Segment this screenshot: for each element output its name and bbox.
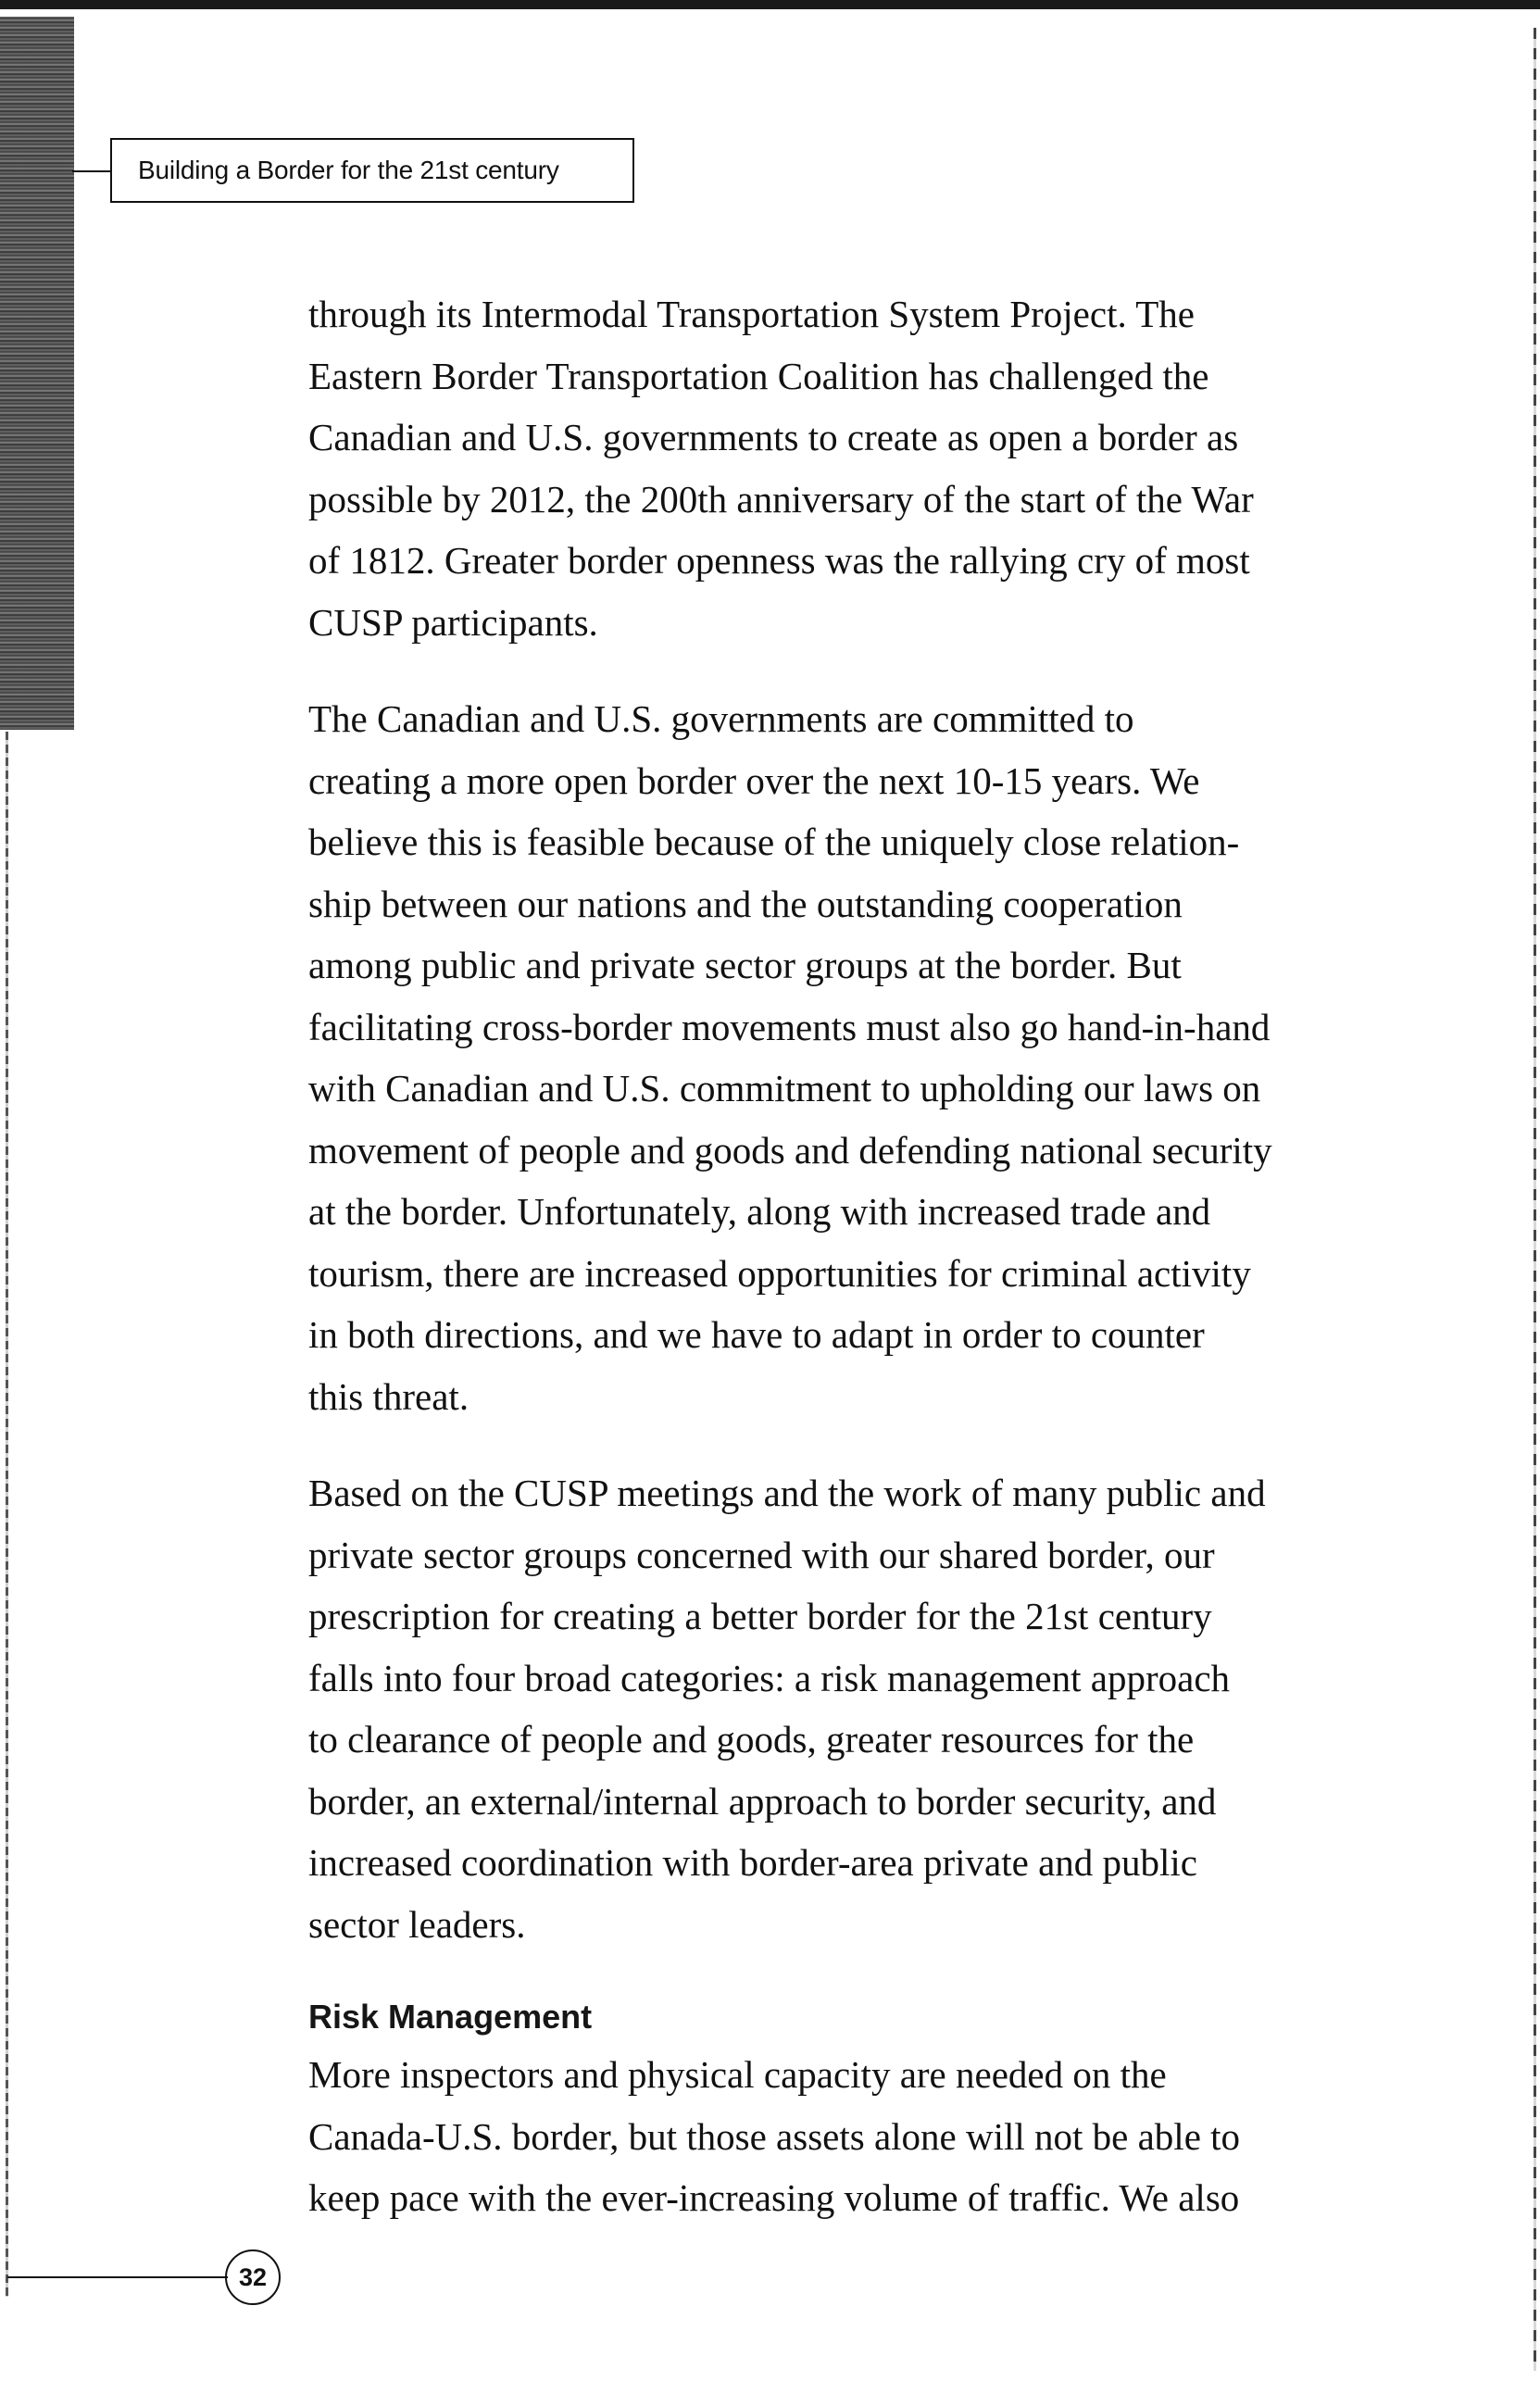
paragraph-2: The Canadian and U.S. governments are committed to creating a more open border over the next 10-15 years. We believe this is feasible because of the uniquely close relation- ship between our nations and the outstanding cooperation among public and private sector groups at the border. But facilitating cross-border movements must also go hand-in-hand with Canadian and U.S. commitment to upholding our laws on movement of people and goods and defending national security at the border. Unfortunately, along with increased trade and tourism, there are increased opportunities for criminal activity in both directions, and we have to adapt in order to counter this threat. bbox=[308, 697, 1272, 1418]
page-number: 32 bbox=[238, 2262, 268, 2291]
footer-rule bbox=[7, 2276, 228, 2278]
header-connector-line bbox=[72, 170, 111, 172]
top-scan-rule bbox=[0, 0, 1540, 9]
left-page-edge bbox=[6, 732, 8, 2297]
page-number-badge bbox=[225, 2249, 281, 2305]
paragraph-3: Based on the CUSP meetings and the work of many public and private sector groups concerned with our shared border, our prescription for creating a better border for the 21st century falls into four broad categories: a risk management approach to clearance of people and goods, greater resources for the border, an external/internal approach to border security, and increased coordination with border-area private and public sector leaders. bbox=[308, 1472, 1266, 1946]
section-paragraph: More inspectors and physical capacity are needed on the Canada-U.S. border, but those assets alone will not be able to keep pace with the ever-increasing volume of traffic. We also bbox=[308, 2053, 1241, 2219]
paragraph-1: through its Intermodal Transportation System Project. The Eastern Border Transportation Coalition has challenged the Canadian and U.S. governments to create as open a border as possible by 2012, the 200th anniversary of the start of the War of 1812. Greater border openness was the rallying cry of most CUSP participants. bbox=[308, 293, 1254, 644]
body-text bbox=[308, 283, 1392, 2264]
running-header-title: Building a Border for the 21st century bbox=[138, 156, 559, 184]
binding-edge-shadow bbox=[0, 17, 74, 730]
running-header bbox=[110, 138, 634, 203]
section-heading: Risk Management bbox=[308, 1998, 593, 2036]
right-page-edge bbox=[1534, 28, 1536, 2371]
